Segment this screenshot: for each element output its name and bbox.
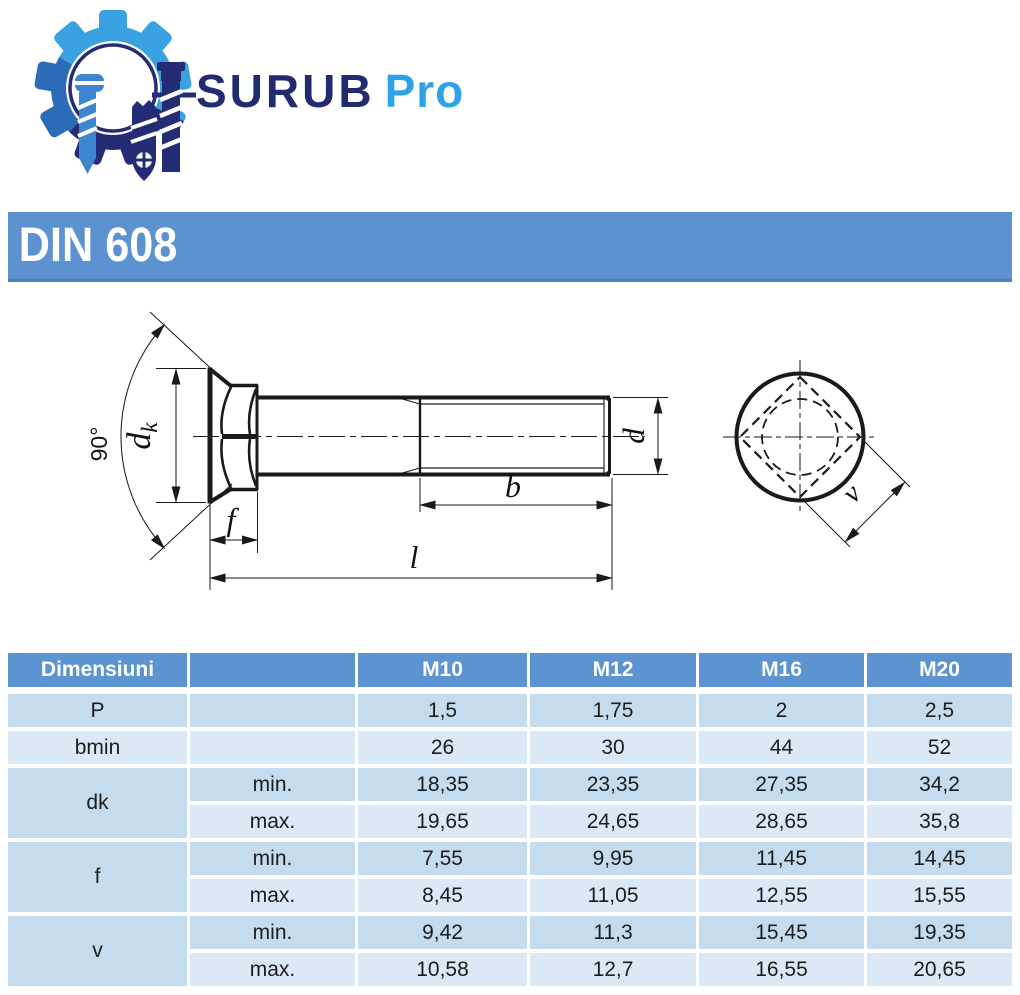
- brand-name-secondary: Pro: [384, 65, 465, 117]
- table-cell: 9,42: [358, 916, 530, 953]
- dimension-label-d: d: [616, 428, 651, 444]
- dimension-label-v: v: [835, 477, 868, 510]
- table-cell: 2,5: [867, 694, 1012, 731]
- table-cell: 1,5: [358, 694, 530, 731]
- table-row-f-min: [8, 842, 1012, 879]
- table-row-p: [8, 694, 1012, 731]
- table-cell: 23,35: [530, 768, 699, 805]
- column-header-m12: M12: [530, 653, 699, 694]
- standard-title: DIN 608: [18, 219, 178, 272]
- row-sublabel: min.: [190, 842, 358, 879]
- table-cell: 28,65: [699, 805, 867, 842]
- row-sublabel: max.: [190, 953, 358, 990]
- table-cell: 35,8: [867, 805, 1012, 842]
- row-label-dk: dk: [8, 768, 190, 842]
- column-header-m20: M20: [867, 653, 1012, 694]
- l-dimension: [210, 574, 612, 582]
- table-cell: 12,55: [699, 879, 867, 916]
- table-cell: 15,45: [699, 916, 867, 953]
- table-cell: 10,58: [358, 953, 530, 990]
- table-row-dk-min: [8, 768, 1012, 805]
- table-cell: 14,45: [867, 842, 1012, 879]
- table-cell: 44: [699, 731, 867, 768]
- dk-dimension: [156, 369, 206, 503]
- table-cell: 20,65: [867, 953, 1012, 990]
- dimension-label-dk: $d_k$: [121, 422, 162, 450]
- row-label-v: v: [8, 916, 190, 990]
- brand-wordmark: [196, 64, 464, 118]
- dimension-label-f: f: [226, 501, 236, 537]
- table-cell: 1,75: [530, 694, 699, 731]
- row-sublabel: max.: [190, 879, 358, 916]
- row-sublabel: max.: [190, 805, 358, 842]
- row-sublabel: min.: [190, 916, 358, 953]
- table-cell: 15,55: [867, 879, 1012, 916]
- table-cell: 18,35: [358, 768, 530, 805]
- table-row-bmin: [8, 731, 1012, 768]
- row-sublabel: [190, 694, 358, 731]
- table-cell: 7,55: [358, 842, 530, 879]
- row-label: P: [8, 694, 190, 731]
- table-row-v-min: [8, 916, 1012, 953]
- screw-phillips-icon: [131, 100, 157, 181]
- table-cell: 9,95: [530, 842, 699, 879]
- column-header-m16: M16: [699, 653, 867, 694]
- brand-name-primary: SURUB: [196, 65, 375, 117]
- row-label-f: f: [8, 842, 190, 916]
- table-cell: 30: [530, 731, 699, 768]
- table-cell: 19,35: [867, 916, 1012, 953]
- bolt-side-view: [193, 368, 645, 504]
- technical-drawing: [0, 300, 1020, 655]
- table-cell: 11,45: [699, 842, 867, 879]
- column-header-blank: [190, 653, 358, 694]
- gear-bolts-icon: [28, 8, 208, 196]
- column-header-dimensiuni: Dimensiuni: [8, 653, 190, 694]
- table-cell: 27,35: [699, 768, 867, 805]
- table-cell: 16,55: [699, 953, 867, 990]
- dimension-label-angle: 90°: [86, 426, 112, 462]
- dimension-label-b: b: [505, 468, 521, 504]
- row-sublabel: min.: [190, 768, 358, 805]
- table-cell: 26: [358, 731, 530, 768]
- table-cell: 34,2: [867, 768, 1012, 805]
- table-cell: 24,65: [530, 805, 699, 842]
- dimension-label-l: l: [409, 539, 419, 575]
- table-cell: 8,45: [358, 879, 530, 916]
- row-sublabel: [190, 731, 358, 768]
- table-cell: 12,7: [530, 953, 699, 990]
- table-cell: 2: [699, 694, 867, 731]
- dimensions-table: [8, 653, 1012, 990]
- standard-banner: [8, 212, 1012, 282]
- column-header-m10: M10: [358, 653, 530, 694]
- table-cell: 52: [867, 731, 1012, 768]
- row-label: bmin: [8, 731, 190, 768]
- brand-logo: [28, 8, 528, 198]
- table-cell: 19,65: [358, 805, 530, 842]
- table-header-row: [8, 653, 1012, 694]
- table-cell: 11,3: [530, 916, 699, 953]
- table-cell: 11,05: [530, 879, 699, 916]
